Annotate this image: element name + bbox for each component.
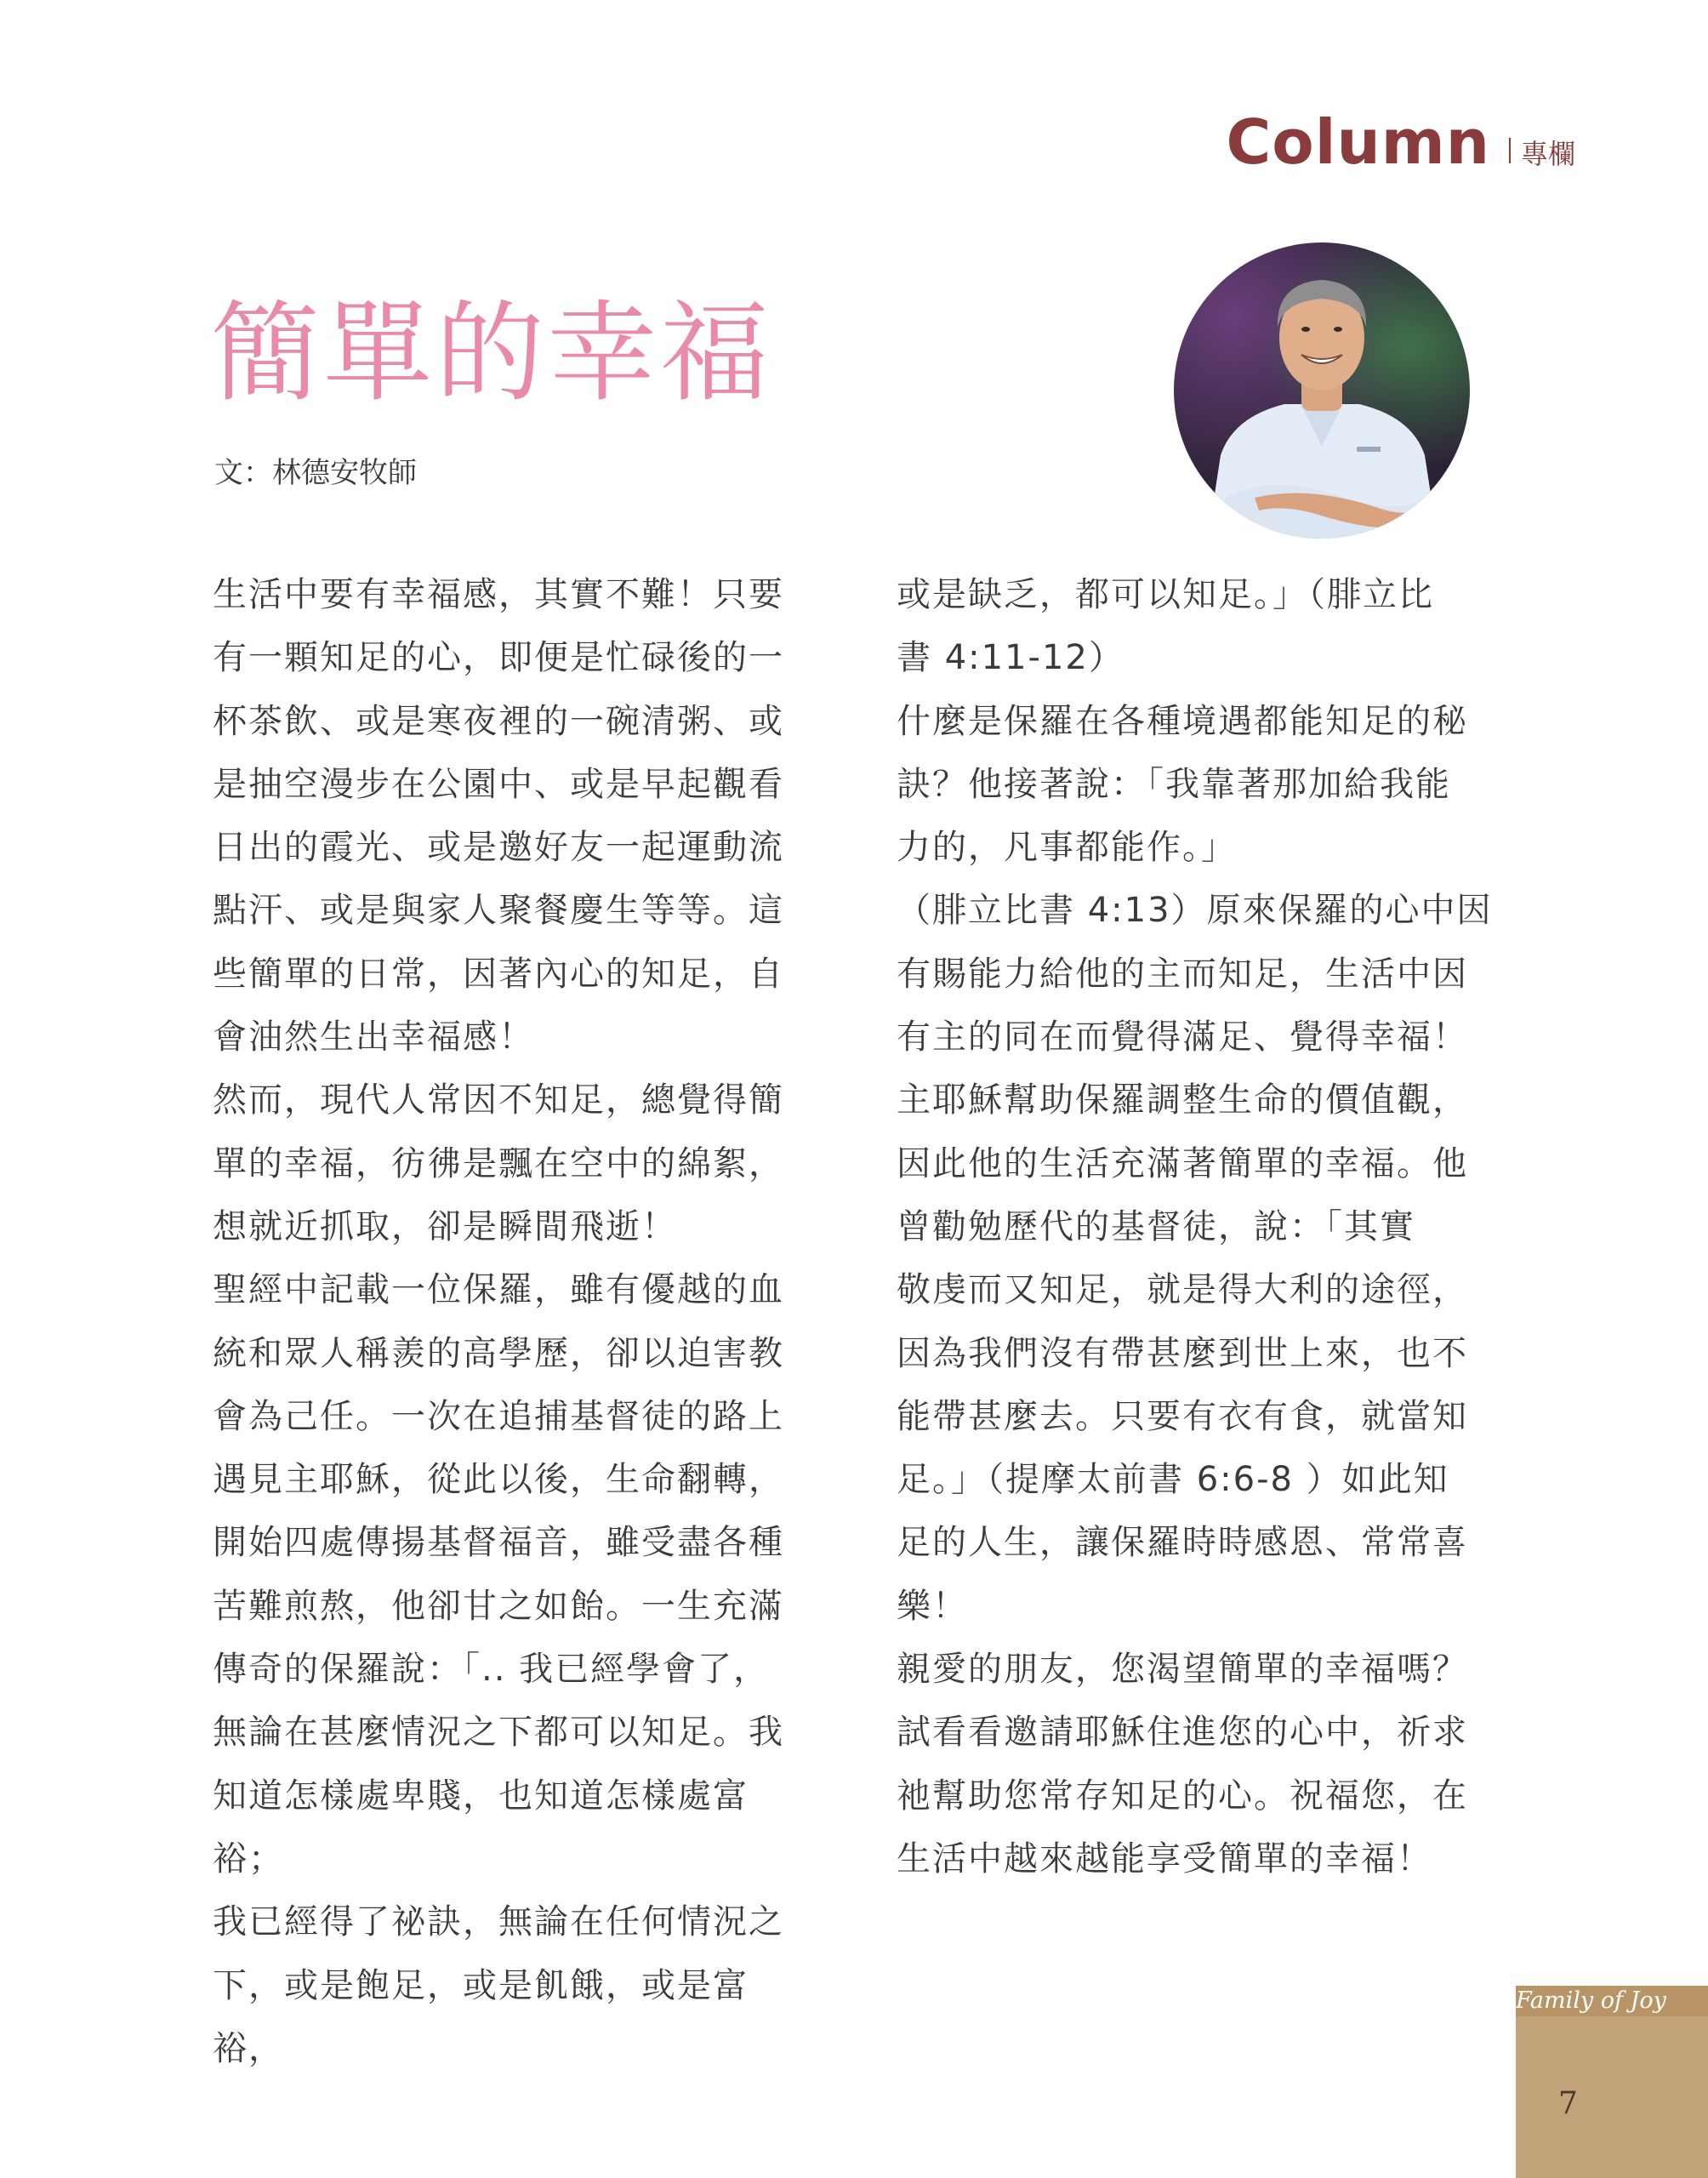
section-label-zh: 專欄 <box>1520 138 1575 170</box>
article-author: 文：林德安牧師 <box>214 456 417 490</box>
article-title: 簡單的幸福 <box>211 290 773 417</box>
paragraph: 主耶穌幫助保羅調整生命的價值觀， 因此他的生活充滿著簡單的幸福。他 曾勸勉歷代的基督徒，說：「其實 敬虔而又知足，就是得大利的途徑， 因為我們沒有帶甚麼到世上來，也不 能帶甚麼去。只要有衣有食，就當知 足。」（提摩太前書 6:6-8 ）如此知 足的人生，讓保羅時時感恩、常常喜 樂！ <box>897 1080 1468 1626</box>
paragraph: 或是缺乏，都可以知足。」（腓立比 書 4:11-12） <box>897 575 1434 678</box>
paragraph: 然而，現代人常因不知足，總覺得簡 單的幸福，彷彿是飄在空中的綿絮， 想就近抓取，卻是瞬間飛逝！ <box>213 1080 784 1246</box>
paragraph: 聖經中記載一位保羅，雖有優越的血 統和眾人稱羨的高學歷，卻以迫害教 會為己任。一次在追捕基督徒的路上 遇見主耶穌，從此以後，生命翻轉， 開始四處傳揚基督福音，雖受盡各種 苦難煎熬，他卻甘之如飴。一生充滿 傳奇的保羅說：「.. 我已經學會了， 無論在甚麼情況之下都可以知足。我 知道怎樣處卑賤，也知道怎樣處富裕； 我已經得了祕訣，無論在任何情況之 下，或是飽足，或是飢餓，或是富裕， <box>213 1270 784 2068</box>
section-header <box>1226 106 1575 178</box>
page-number: 7 <box>1558 2086 1578 2121</box>
portrait-illustration-icon <box>1174 242 1470 539</box>
footer-tab <box>1516 1986 1708 2178</box>
section-divider <box>1509 138 1511 163</box>
article-column-right <box>897 563 1500 1890</box>
paragraph: 親愛的朋友，您渴望簡單的幸福嗎？ 試看看邀請耶穌住進您的心中，祈求 祂幫助您常存知足的心。祝福您，在 生活中越來越能享受簡單的幸福！ <box>897 1650 1468 1879</box>
paragraph: 什麼是保羅在各種境遇都能知足的秘 訣？他接著說：「我靠著那加給我能 力的，凡事都能作。」 <box>897 701 1468 868</box>
article-column-left <box>213 563 817 2080</box>
author-portrait <box>1174 242 1470 539</box>
paragraph: 生活中要有幸福感，其實不難！只要 有一顆知足的心，即便是忙碌後的一 杯茶飲、或是寒夜裡的一碗清粥、或 是抽空漫步在公園中、或是早起觀看 日出的霞光、或是邀好友一起運動流 點汗、或是與家人聚餐慶生等等。這 些簡單的日常，因著內心的知足，自 會油然生出幸福感！ <box>213 575 784 1058</box>
magazine-brand: Family of Joy <box>1516 1986 1708 2016</box>
paragraph: （腓立比書 4:13）原來保羅的心中因 有賜能力給他的主而知足，生活中因 有主的同在而覺得滿足、覺得幸福！ <box>897 891 1493 1058</box>
section-label-en: Column <box>1226 106 1490 178</box>
